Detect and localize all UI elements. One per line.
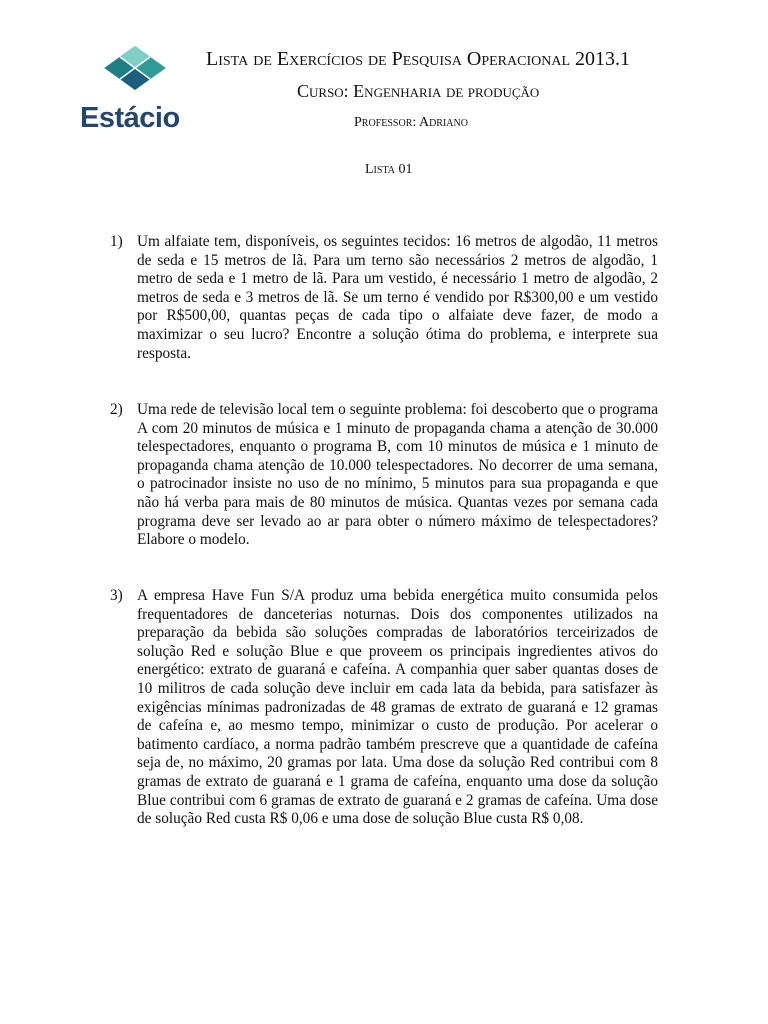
question-number: 3) xyxy=(110,587,123,604)
estacio-logo xyxy=(80,44,190,134)
question-text: Uma rede de televisão local tem o seguinte problema: foi descoberto que o programa A com 20 minutos de música e 1 minuto de propaganda chama a atenção de 30.000 telespectadores, enquanto o programa B, com 10 minutos de música e 1 minuto de propaganda chama atenção de 10.000 telespectadores. No decorrer de uma semana, o patrocinador insiste no uso de no mínimo, 5 minutos para sua propaganda e que não há verba para mais de 80 minutos de música. Quantas vezes por semana cada programa deve ser levado ao ar para obter o número máximo de telespectadores? Elabore o modelo. xyxy=(137,401,658,549)
question-item xyxy=(110,233,658,363)
question-text: A empresa Have Fun S/A produz uma bebida energética muito consumida pelos frequentadores de danceterias noturnas. Dois dos componentes utilizados na preparação da bebida são soluções compradas de laboratórios terceirizados de solução Red e solução Blue e que proveem os principais ingredientes ativos do energético: extrato de guaraná e cafeína. A companhia quer saber quantas doses de 10 militros de cada solução deve incluir em cada lata da bebida, para satisfazer às exigências mínimas padronizadas de 48 gramas de extrato de guaraná e 12 gramas de cafeína e, ao mesmo tempo, minimizar o custo de produção. Por acelerar o batimento cardíaco, a norma padrão também prescreve que a quantidade de cafeína seja de, no máximo, 20 gramas por lata. Uma dose da solução Red contribui com 8 gramas de extrato de guaraná e 1 grama de cafeína, enquanto uma dose da solução Blue contribui com 6 gramas de extrato de guaraná e 2 gramas de cafeína. Uma dose de solução Red custa R$ 0,06 e uma dose de solução Blue custa R$ 0,08. xyxy=(137,587,658,828)
list-number: Lista 01 xyxy=(365,162,413,177)
document-title: Lista de Exercícios de Pesquisa Operacional 2013.1 xyxy=(206,48,630,70)
professor-line: Professor: Adriano xyxy=(354,115,468,130)
cube-logo-icon xyxy=(100,44,170,100)
question-item xyxy=(110,587,658,829)
question-number: 2) xyxy=(110,401,123,418)
course-line: Curso: Engenharia de produção xyxy=(297,81,540,101)
logo-wordmark: Estácio xyxy=(80,102,180,134)
question-text: Um alfaiate tem, disponíveis, os seguintes tecidos: 16 metros de algodão, 11 metros de seda e 15 metros de lã. Para um terno são necessários 2 metros de algodão, 1 metro de seda e 1 metro de lã. Para um vestido, é necessário 1 metro de algodão, 2 metros de seda e 3 metros de lã. Se um terno é vendido por R$300,00 e um vestido por R$500,00, quantas peças de cada tipo o alfaiate deve fazer, de modo a maximizar o seu lucro? Encontre a solução ótima do problema, e interprete sua resposta. xyxy=(137,233,658,362)
question-number: 1) xyxy=(110,233,123,250)
question-item xyxy=(110,401,658,550)
